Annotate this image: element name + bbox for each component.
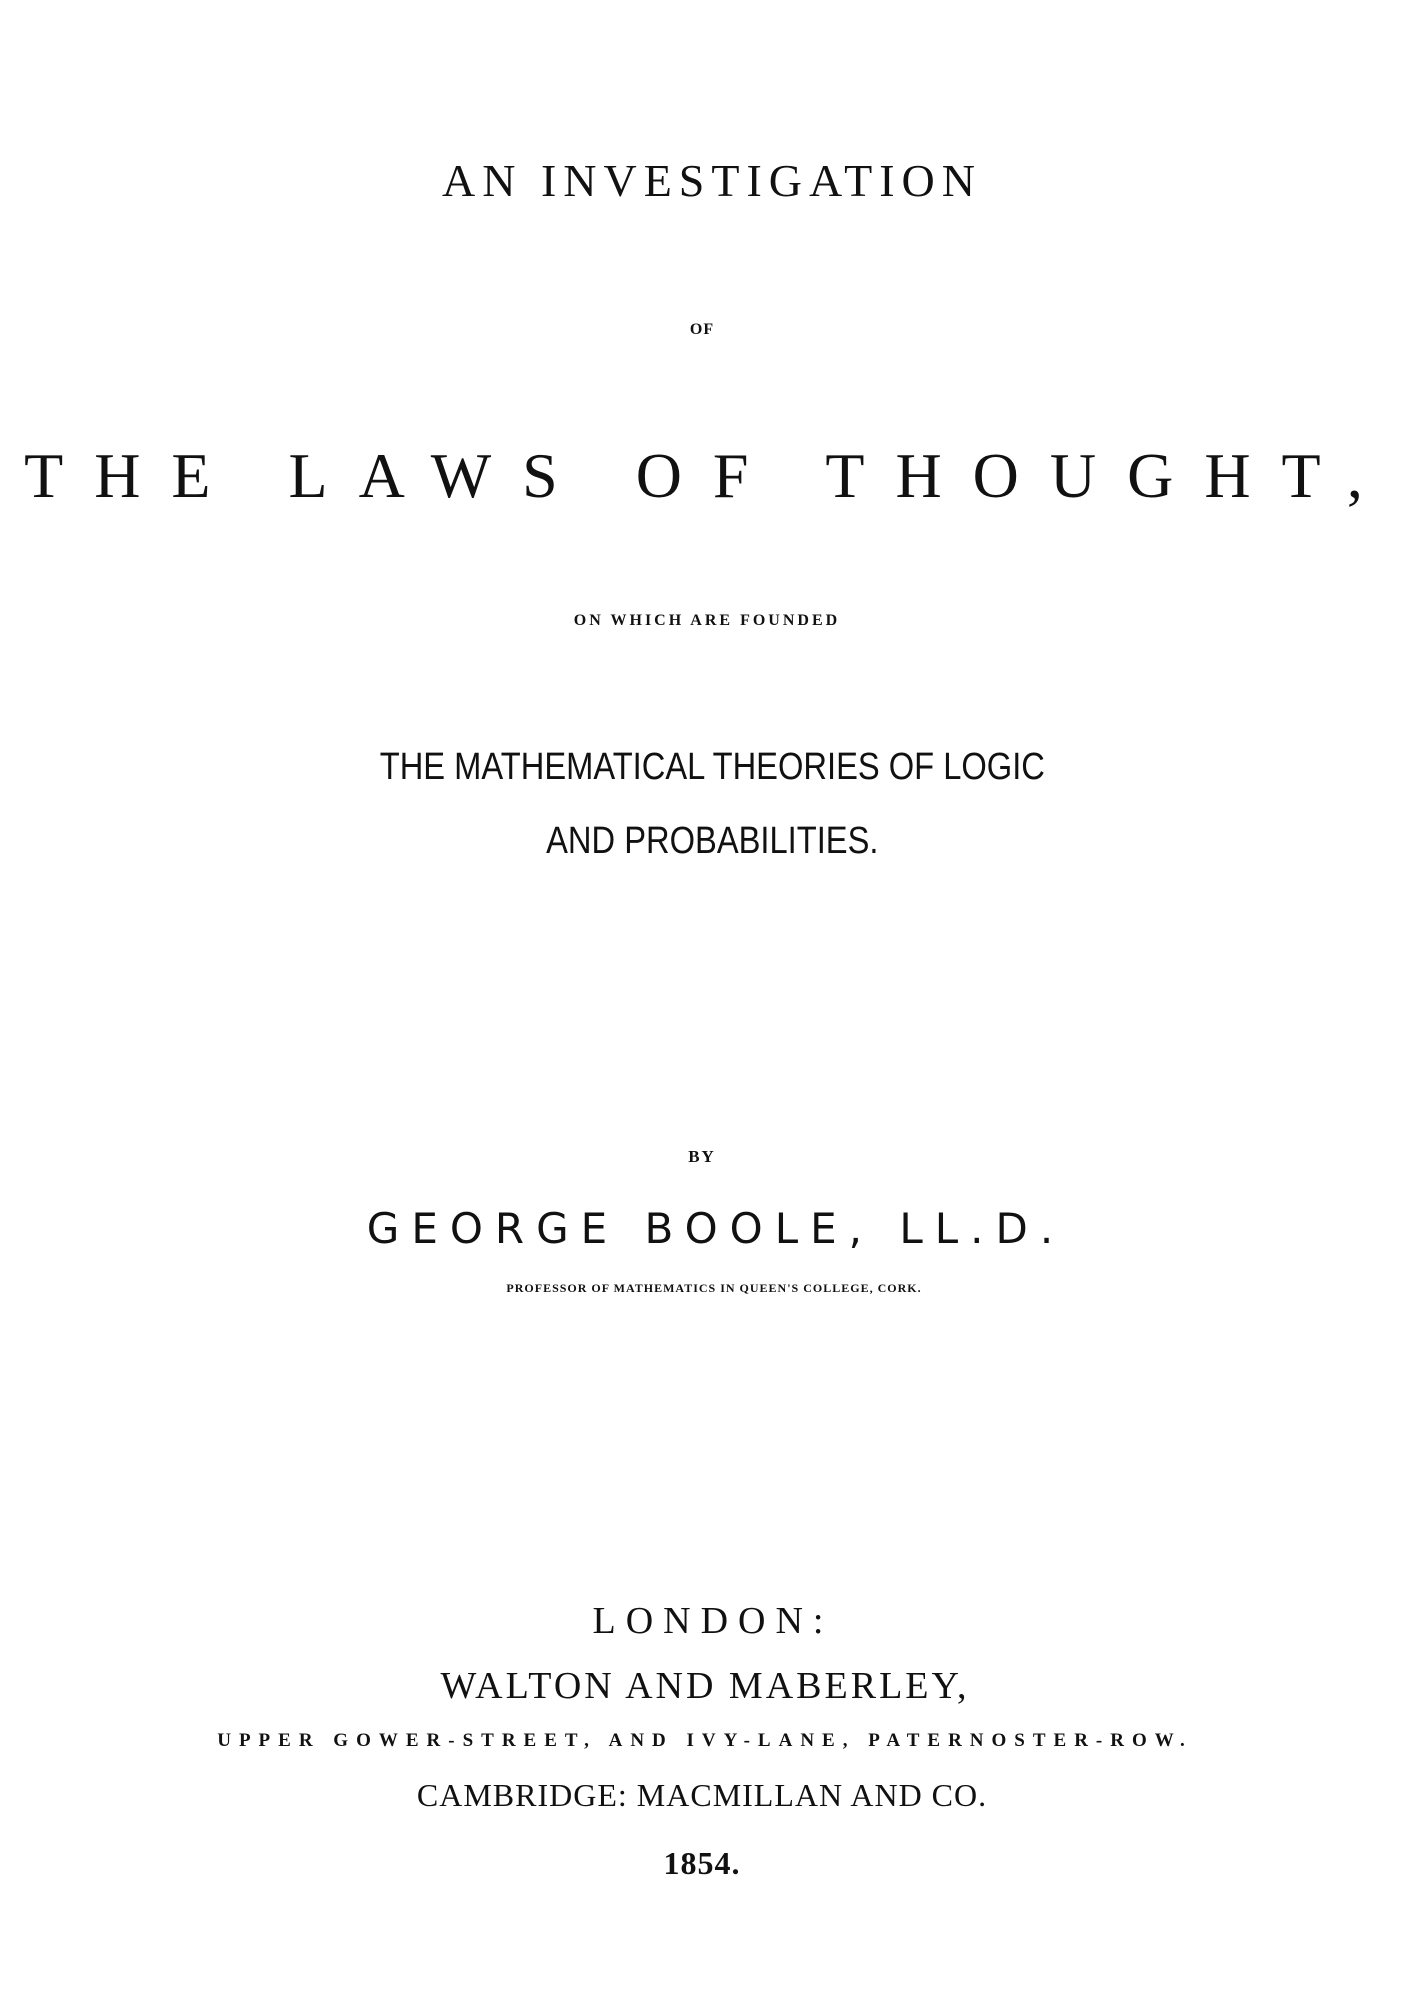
main-title: THE LAWS OF THOUGHT, bbox=[24, 440, 1394, 511]
subtitle-line-1: THE MATHEMATICAL THEORIES OF LOGIC bbox=[379, 746, 1045, 788]
author-title: PROFESSOR OF MATHEMATICS IN QUEEN'S COLLEGE, CORK. bbox=[506, 1281, 922, 1295]
publication-year: 1854. bbox=[663, 1845, 741, 1881]
publisher-name: WALTON AND MABERLEY, bbox=[440, 1665, 970, 1707]
byline-label: BY bbox=[688, 1147, 716, 1166]
imprint-city: LONDON: bbox=[592, 1600, 834, 1642]
subtitle-line-2: AND PROBABILITIES. bbox=[546, 820, 879, 862]
author-name: GEORGE BOOLE, LL.D. bbox=[366, 1204, 1066, 1253]
co-publisher: CAMBRIDGE: MACMILLAN AND CO. bbox=[416, 1777, 988, 1813]
title-line-founded: ON WHICH ARE FOUNDED bbox=[573, 612, 841, 629]
publisher-address: UPPER GOWER-STREET, AND IVY-LANE, PATERNOSTER-ROW. bbox=[217, 1730, 1193, 1751]
title-line-of: OF bbox=[689, 321, 715, 338]
title-line-investigation: AN INVESTIGATION bbox=[442, 155, 982, 206]
